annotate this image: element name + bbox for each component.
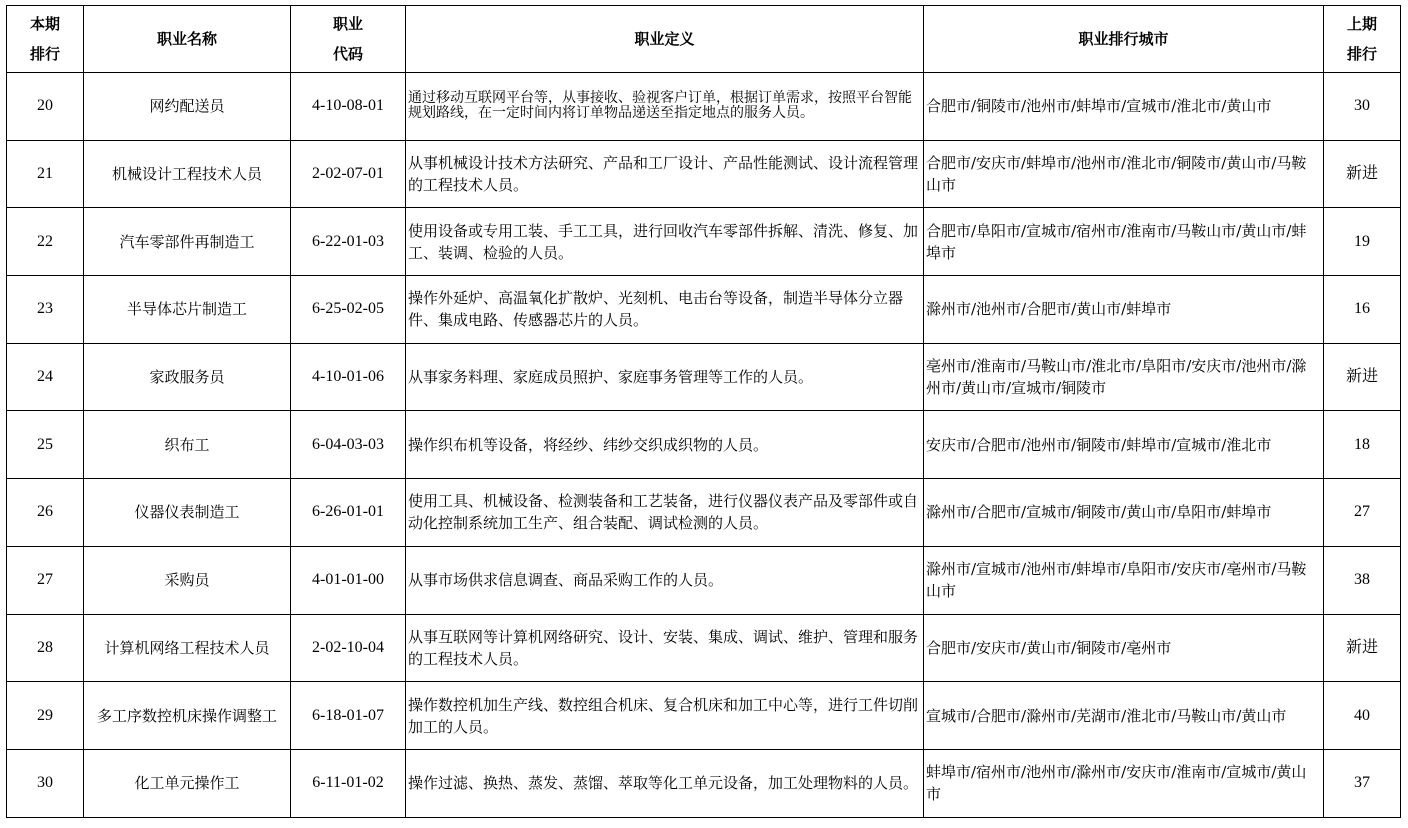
cell-current-rank: 23 — [7, 276, 84, 344]
header-current-rank-line1: 本期 — [29, 15, 60, 33]
cell-previous-rank: 37 — [1324, 749, 1401, 817]
cell-occupation-code: 6-18-01-07 — [291, 682, 406, 750]
cell-previous-rank: 新进 — [1324, 140, 1401, 208]
cell-current-rank: 29 — [7, 682, 84, 750]
cell-occupation-definition: 从事机械设计技术方法研究、产品和工厂设计、产品性能测试、设计流程管理的工程技术人员。 — [406, 140, 924, 208]
cell-ranking-cities: 亳州市/淮南市/马鞍山市/淮北市/阜阳市/安庆市/池州市/滁州市/黄山市/宣城市/铜陵市 — [924, 343, 1324, 411]
cell-occupation-code: 4-10-01-06 — [291, 343, 406, 411]
cell-occupation-definition: 从事市场供求信息调查、商品采购工作的人员。 — [406, 546, 924, 614]
table-row — [7, 749, 1401, 817]
cell-occupation-definition: 从事家务料理、家庭成员照护、家庭事务管理等工作的人员。 — [406, 343, 924, 411]
cell-current-rank: 25 — [7, 411, 84, 479]
cell-previous-rank: 27 — [1324, 479, 1401, 547]
cell-occupation-code: 6-25-02-05 — [291, 276, 406, 344]
table-row — [7, 140, 1401, 208]
table-row — [7, 411, 1401, 479]
cell-previous-rank: 40 — [1324, 682, 1401, 750]
cell-ranking-cities: 滁州市/合肥市/宣城市/铜陵市/黄山市/阜阳市/蚌埠市 — [924, 479, 1324, 547]
table-row — [7, 479, 1401, 547]
table-row — [7, 546, 1401, 614]
cell-occupation-name: 计算机网络工程技术人员 — [84, 614, 291, 682]
cell-occupation-code: 6-22-01-03 — [291, 208, 406, 276]
cell-occupation-code: 2-02-10-04 — [291, 614, 406, 682]
cell-current-rank: 21 — [7, 140, 84, 208]
cell-occupation-definition: 操作数控机加生产线、数控组合机床、复合机床和加工中心等，进行工件切削加工的人员。 — [406, 682, 924, 750]
header-occupation-code-line1: 职业 — [332, 15, 363, 33]
cell-occupation-definition: 使用设备或专用工装、手工工具，进行回收汽车零部件拆解、清洗、修复、加工、装调、检验的人员。 — [406, 208, 924, 276]
occupation-ranking-table — [6, 5, 1401, 818]
table-row — [7, 208, 1401, 276]
table-row — [7, 682, 1401, 750]
cell-previous-rank: 30 — [1324, 73, 1401, 141]
cell-previous-rank: 19 — [1324, 208, 1401, 276]
header-current-rank — [7, 6, 84, 73]
table-row — [7, 73, 1401, 141]
header-occupation-code — [291, 6, 406, 73]
cell-ranking-cities: 合肥市/铜陵市/池州市/蚌埠市/宣城市/淮北市/黄山市 — [924, 73, 1324, 141]
cell-current-rank: 28 — [7, 614, 84, 682]
cell-occupation-code: 2-02-07-01 — [291, 140, 406, 208]
cell-occupation-name: 半导体芯片制造工 — [84, 276, 291, 344]
cell-occupation-definition: 通过移动互联网平台等，从事接收、验视客户订单，根据订单需求，按照平台智能规划路线，在一定时间内将订单物品递送至指定地点的服务人员。 — [406, 73, 924, 141]
cell-occupation-name: 汽车零部件再制造工 — [84, 208, 291, 276]
header-row — [7, 6, 1401, 73]
cell-occupation-code: 6-11-01-02 — [291, 749, 406, 817]
table-body — [7, 73, 1401, 818]
cell-occupation-name: 采购员 — [84, 546, 291, 614]
cell-occupation-name: 多工序数控机床操作调整工 — [84, 682, 291, 750]
cell-current-rank: 20 — [7, 73, 84, 141]
table-row — [7, 343, 1401, 411]
cell-occupation-definition: 操作外延炉、高温氧化扩散炉、光刻机、电击台等设备，制造半导体分立器件、集成电路、传感器芯片的人员。 — [406, 276, 924, 344]
table-header — [7, 6, 1401, 73]
cell-occupation-code: 6-26-01-01 — [291, 479, 406, 547]
cell-ranking-cities: 滁州市/宣城市/池州市/蚌埠市/阜阳市/安庆市/亳州市/马鞍山市 — [924, 546, 1324, 614]
table-row — [7, 276, 1401, 344]
cell-previous-rank: 38 — [1324, 546, 1401, 614]
cell-occupation-code: 4-10-08-01 — [291, 73, 406, 141]
cell-ranking-cities: 合肥市/安庆市/蚌埠市/池州市/淮北市/铜陵市/黄山市/马鞍山市 — [924, 140, 1324, 208]
header-ranking-cities: 职业排行城市 — [924, 6, 1324, 73]
cell-occupation-name: 网约配送员 — [84, 73, 291, 141]
cell-previous-rank: 16 — [1324, 276, 1401, 344]
header-previous-rank-line2: 排行 — [1346, 45, 1377, 63]
header-occupation-definition: 职业定义 — [406, 6, 924, 73]
cell-occupation-definition: 操作织布机等设备，将经纱、纬纱交织成织物的人员。 — [406, 411, 924, 479]
cell-occupation-name: 家政服务员 — [84, 343, 291, 411]
header-previous-rank-line1: 上期 — [1346, 15, 1377, 33]
cell-ranking-cities: 安庆市/合肥市/池州市/铜陵市/蚌埠市/宣城市/淮北市 — [924, 411, 1324, 479]
cell-occupation-code: 6-04-03-03 — [291, 411, 406, 479]
cell-ranking-cities: 宣城市/合肥市/滁州市/芜湖市/淮北市/马鞍山市/黄山市 — [924, 682, 1324, 750]
cell-occupation-definition: 使用工具、机械设备、检测装备和工艺装备，进行仪器仪表产品及零部件或自动化控制系统加工生产、组合装配、调试检测的人员。 — [406, 479, 924, 547]
cell-current-rank: 27 — [7, 546, 84, 614]
cell-occupation-code: 4-01-01-00 — [291, 546, 406, 614]
cell-current-rank: 24 — [7, 343, 84, 411]
header-previous-rank — [1324, 6, 1401, 73]
cell-previous-rank: 新进 — [1324, 614, 1401, 682]
cell-previous-rank: 新进 — [1324, 343, 1401, 411]
header-occupation-code-line2: 代码 — [332, 45, 363, 63]
cell-previous-rank: 18 — [1324, 411, 1401, 479]
cell-occupation-name: 化工单元操作工 — [84, 749, 291, 817]
cell-ranking-cities: 滁州市/池州市/合肥市/黄山市/蚌埠市 — [924, 276, 1324, 344]
header-occupation-name: 职业名称 — [84, 6, 291, 73]
table-row — [7, 614, 1401, 682]
cell-ranking-cities: 合肥市/阜阳市/宣城市/宿州市/淮南市/马鞍山市/黄山市/蚌埠市 — [924, 208, 1324, 276]
header-current-rank-line2: 排行 — [29, 45, 60, 63]
cell-occupation-name: 仪器仪表制造工 — [84, 479, 291, 547]
cell-occupation-name: 织布工 — [84, 411, 291, 479]
cell-occupation-name: 机械设计工程技术人员 — [84, 140, 291, 208]
cell-current-rank: 30 — [7, 749, 84, 817]
cell-occupation-definition: 从事互联网等计算机网络研究、设计、安装、集成、调试、维护、管理和服务的工程技术人员。 — [406, 614, 924, 682]
cell-current-rank: 22 — [7, 208, 84, 276]
cell-occupation-definition: 操作过滤、换热、蒸发、蒸馏、萃取等化工单元设备，加工处理物料的人员。 — [406, 749, 924, 817]
cell-current-rank: 26 — [7, 479, 84, 547]
cell-ranking-cities: 蚌埠市/宿州市/池州市/滁州市/安庆市/淮南市/宣城市/黄山市 — [924, 749, 1324, 817]
cell-ranking-cities: 合肥市/安庆市/黄山市/铜陵市/亳州市 — [924, 614, 1324, 682]
